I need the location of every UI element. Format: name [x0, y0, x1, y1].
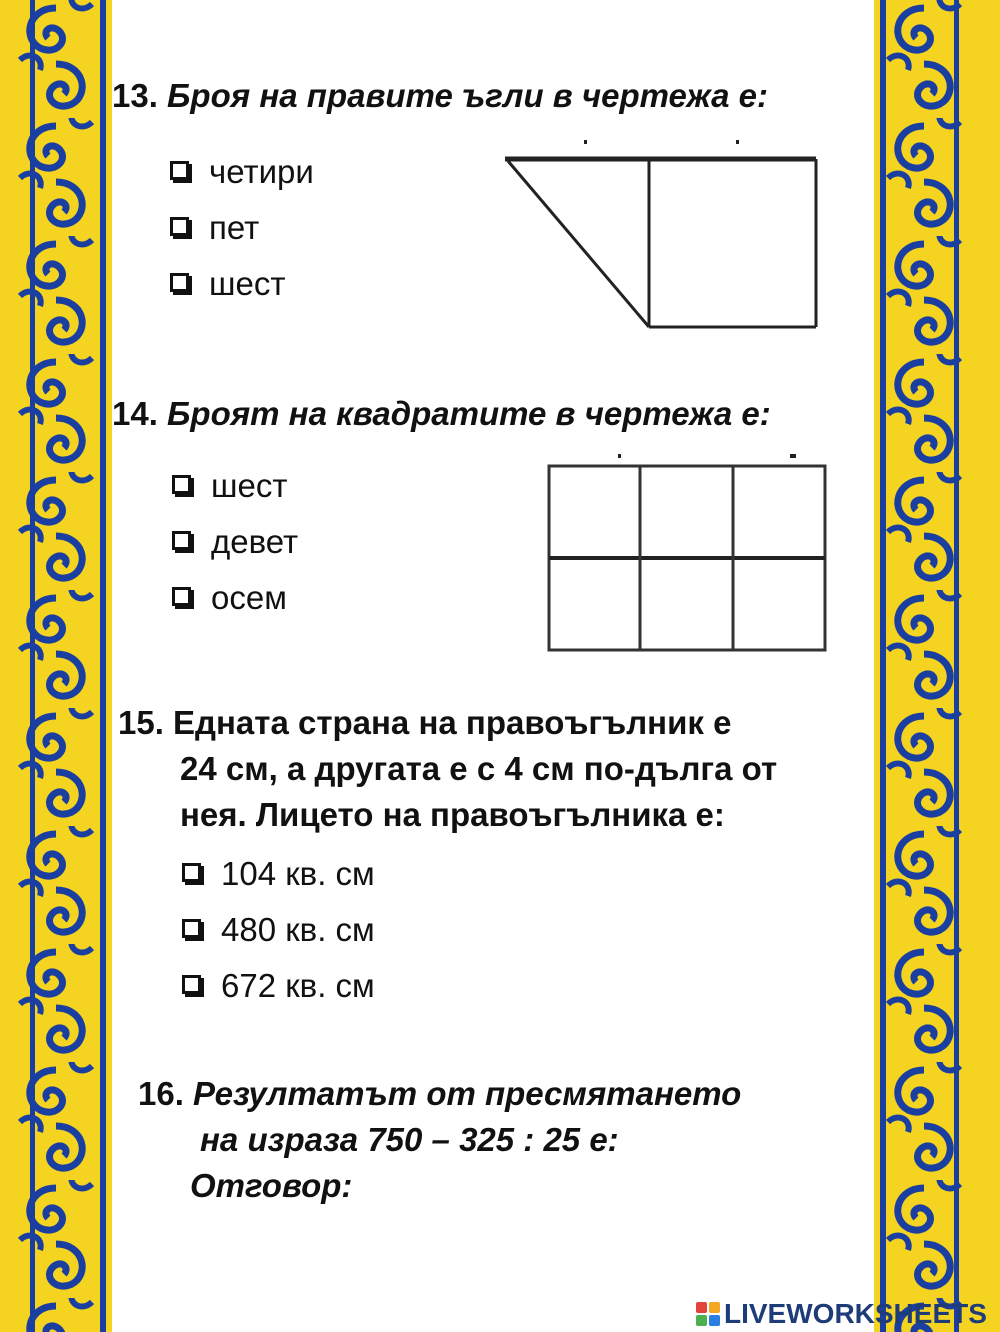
option-label: шест [211, 467, 288, 504]
option-14-b[interactable] [172, 514, 298, 570]
right-decorative-border [874, 0, 1000, 1332]
option-label: четири [209, 153, 314, 190]
left-border-pattern [0, 0, 112, 1332]
checkbox-icon[interactable] [182, 919, 201, 938]
option-label: 480 кв. см [221, 911, 375, 948]
question-15-text-1: Едната страна на правоъгълник е [173, 704, 732, 741]
liveworksheets-watermark [696, 1298, 996, 1330]
checkbox-icon[interactable] [182, 863, 201, 882]
option-label: девет [211, 523, 299, 560]
checkbox-icon[interactable] [182, 975, 201, 994]
question-16-number: 16. [138, 1075, 184, 1112]
checkbox-icon[interactable] [170, 161, 189, 180]
checkbox-icon[interactable] [172, 587, 191, 606]
question-15-number: 15. [118, 704, 164, 741]
question-15-line-2 [180, 746, 777, 792]
watermark-text: LIVEWORKSHEETS [724, 1298, 987, 1329]
question-13-options [170, 144, 314, 312]
question-15-options [182, 846, 375, 1014]
question-16-line-1 [138, 1071, 741, 1117]
question-16-line-2 [200, 1117, 619, 1163]
option-label: 104 кв. см [221, 855, 375, 892]
question-14-number: 14. [112, 395, 158, 432]
option-label: шест [209, 265, 286, 302]
option-15-c[interactable] [182, 958, 375, 1014]
right-border-pattern [874, 0, 1000, 1332]
question-15-text-2: 24 см, а другата е с 4 см по-дълга от [180, 750, 778, 787]
figure-grid-of-squares [540, 448, 835, 658]
option-label: 672 кв. см [221, 967, 375, 1004]
question-15-line-1 [118, 700, 731, 746]
option-14-c[interactable] [172, 570, 298, 626]
option-13-c[interactable] [170, 256, 314, 312]
option-15-b[interactable] [182, 902, 375, 958]
option-15-a[interactable] [182, 846, 375, 902]
left-decorative-border [0, 0, 112, 1332]
question-14-title [112, 391, 771, 437]
question-15-text-3: нея. Лицето на правоъгълника е: [180, 796, 725, 833]
option-13-a[interactable] [170, 144, 314, 200]
option-14-a[interactable] [172, 458, 298, 514]
checkbox-icon[interactable] [172, 475, 191, 494]
figure-trapezoid-drawing [500, 135, 830, 340]
question-13-title [112, 73, 768, 119]
checkbox-icon[interactable] [170, 217, 189, 236]
question-14-options [172, 458, 298, 626]
question-13-number: 13. [112, 77, 158, 114]
option-13-b[interactable] [170, 200, 314, 256]
option-label: пет [209, 209, 260, 246]
liveworksheets-logo-icon [696, 1302, 720, 1326]
question-13-text: Броя на правите ъгли в чертежа е: [167, 77, 769, 114]
question-16-text-2: на израза 750 – 325 : 25 е: [200, 1121, 619, 1158]
question-16-answer-label [190, 1163, 352, 1209]
question-14-text: Броят на квадратите в чертежа е: [167, 395, 771, 432]
question-15-line-3 [180, 792, 725, 838]
option-label: осем [211, 579, 287, 616]
checkbox-icon[interactable] [172, 531, 191, 550]
checkbox-icon[interactable] [170, 273, 189, 292]
question-16-text-1: Резултатът от пресмятането [193, 1075, 742, 1112]
answer-label: Отговор: [190, 1167, 353, 1204]
